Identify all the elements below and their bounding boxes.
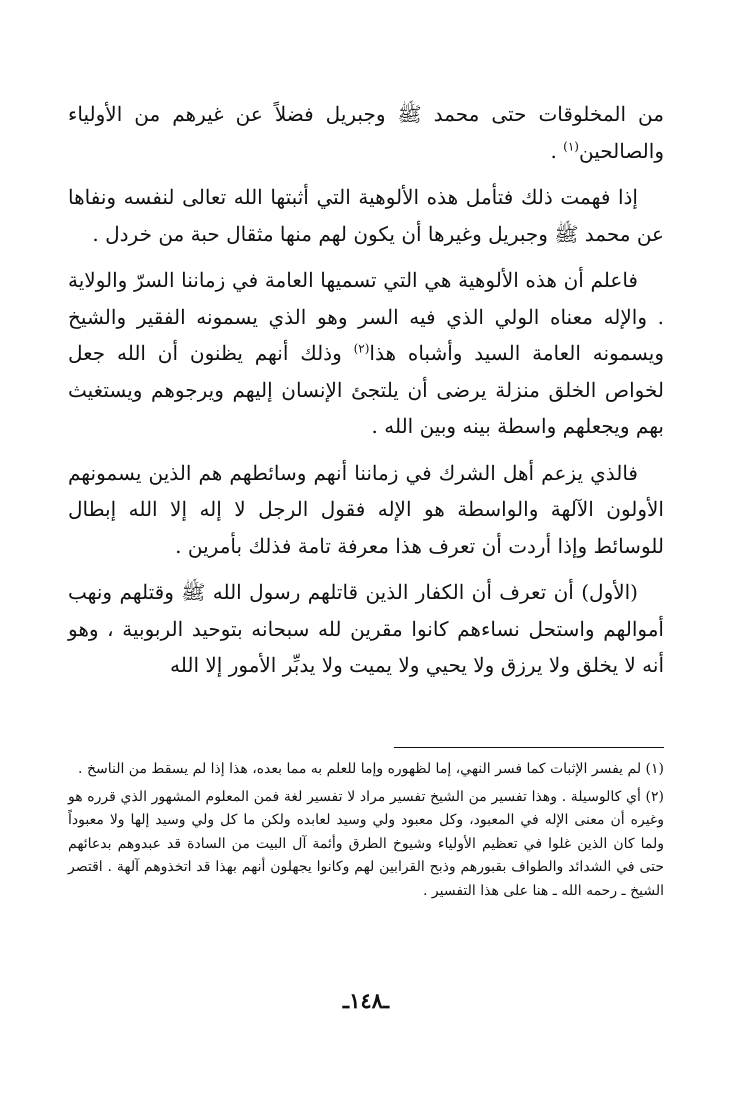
paragraph-3-tail: وذلك أنهم يظنون أن الله جعل لخواص الخلق منزلة يرضى أن يلتجئ الإنسان إليهم ويرجوهم ويستغيث بهم ويجعلهم واسطة بينه وبين الله . — [68, 341, 664, 438]
paragraph-3-text: فاعلم أن هذه الألوهية هي التي تسميها العامة في زماننا السرّ والولاية . والإله معناه الولي الذي فيه السر وهو الذي يسمونه الفقير والشيخ ويسمونه العامة السيد وأشباه هذا — [68, 268, 665, 365]
footnotes — [68, 758, 664, 907]
paragraph-3 — [68, 262, 664, 445]
paragraph-1 — [68, 96, 664, 169]
footnote-ref-1: (١) — [563, 138, 579, 153]
paragraph-1-text: من المخلوقات حتى محمد ﷺ وجبريل فضلاً عن غيرهم من الأولياء والصالحين — [68, 102, 664, 163]
page-number: ـ١٤٨ـ — [342, 988, 390, 1013]
paragraph-2: إذا فهمت ذلك فتأمل هذه الألوهية التي أثبتها الله تعالى لنفسه ونفاها عن محمد ﷺ وجبريل وغيرها أن يكون لهم منها مثقال حبة من خردل . — [68, 185, 664, 246]
footnote-ref-2: (٢) — [353, 341, 370, 356]
footnote-divider — [394, 747, 664, 748]
footnote-1: (١) لم يفسر الإثبات كما فسر النهي، إما لظهوره وإما للعلم به مما بعده، هذا إذا لم يسقط من الناسخ . — [78, 761, 664, 777]
paragraph-4: فالذي يزعم أهل الشرك في زماننا أنهم وسائطهم هم الذين يسمونهم الأولون الآلهة والواسطة هو الإله فقول الرجل لا إله إلا الله إبطال للوسائط وإذا أردت أن تعرف هذا معرفة تامة فذلك بأمرين . — [68, 460, 664, 558]
footnote-2: (٢) أي كالوسيلة . وهذا تفسير من الشيخ تفسير مراد لا تفسير لغة فمن المعلوم المشهور الذي قرره هو وغيره أن معنى الإله في المعبود، وكل معبود ولي وسيد لعابده ولكن ما كل ولي وسيد إلها ولا معبوداً ولما كان الذين غلوا في تعظيم الأولياء وشيوخ الطرق وأئمة آل البيت من السادة قد عبدوهم بدعائهم حتى في الشدائد والطواف بقبورهم وذبح القرابين لهم وكانوا يجهلون أنهم بهذا قد اتخذوهم آلهة . اقتصر الشيخ ـ رحمه الله ـ هنا على هذا التفسير . — [68, 788, 664, 899]
paragraph-1-end: . — [550, 138, 564, 163]
main-text — [68, 96, 664, 684]
paragraph-5: (الأول) أن تعرف أن الكفار الذين قاتلهم رسول الله ﷺ وقتلهم ونهب أموالهم واستحل نساءهم كانوا مقرين لله سبحانه بتوحيد الربوبية ، وهو أنه لا يخلق ولا يرزق ولا يحيي ولا يميت ولا يدبِّر الأمور إلا الله — [68, 580, 664, 677]
